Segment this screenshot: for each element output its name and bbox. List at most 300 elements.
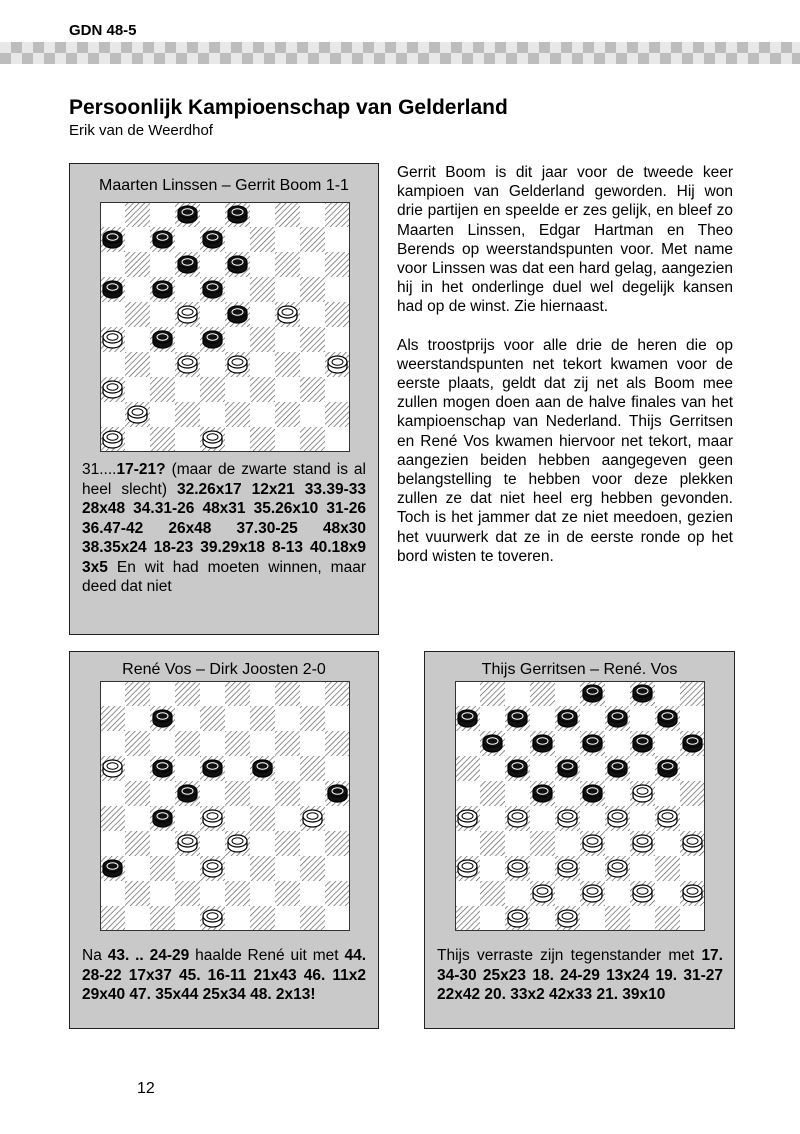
- black-piece: [583, 785, 602, 802]
- light-square: [300, 781, 325, 806]
- black-piece: [558, 710, 577, 727]
- light-square: [125, 856, 150, 881]
- black-piece: [103, 860, 122, 877]
- dark-square: [325, 881, 350, 906]
- light-square: [250, 831, 275, 856]
- move-text: (maar de zwarte stand is al heel slecht): [82, 461, 366, 498]
- light-square: [100, 681, 125, 706]
- dark-square: [175, 881, 200, 906]
- light-square: [480, 756, 505, 781]
- draughts-board: [100, 681, 350, 931]
- light-square: [125, 377, 150, 402]
- light-square: [250, 781, 275, 806]
- light-square: [555, 731, 580, 756]
- light-square: [175, 806, 200, 831]
- light-square: [200, 881, 225, 906]
- dark-square: [250, 427, 275, 452]
- dark-square: [125, 881, 150, 906]
- dark-square: [325, 731, 350, 756]
- dark-square: [150, 377, 175, 402]
- issue-label: GDN 48-5: [69, 22, 137, 39]
- light-square: [680, 906, 705, 931]
- light-square: [125, 277, 150, 302]
- light-square: [225, 906, 250, 931]
- black-piece: [178, 785, 197, 802]
- dark-square: [125, 731, 150, 756]
- light-square: [605, 831, 630, 856]
- light-square: [655, 681, 680, 706]
- light-square: [225, 227, 250, 252]
- light-square: [175, 327, 200, 352]
- dark-square: [250, 227, 275, 252]
- dark-square: [530, 681, 555, 706]
- light-square: [580, 756, 605, 781]
- light-square: [480, 906, 505, 931]
- black-piece: [153, 281, 172, 298]
- dark-square: [455, 906, 480, 931]
- game-notes: [82, 946, 366, 1005]
- dark-square: [680, 681, 705, 706]
- light-square: [530, 756, 555, 781]
- light-square: [630, 756, 655, 781]
- game-title: René Vos – Dirk Joosten 2-0: [122, 661, 326, 678]
- dark-square: [200, 377, 225, 402]
- white-piece: [633, 885, 652, 902]
- light-square: [250, 202, 275, 227]
- dark-square: [250, 906, 275, 931]
- dark-square: [300, 327, 325, 352]
- white-piece: [458, 810, 477, 827]
- dark-square: [125, 252, 150, 277]
- light-square: [275, 427, 300, 452]
- dark-square: [275, 831, 300, 856]
- light-square: [455, 831, 480, 856]
- light-square: [505, 831, 530, 856]
- light-square: [100, 831, 125, 856]
- light-square: [455, 681, 480, 706]
- dark-square: [300, 906, 325, 931]
- light-square: [505, 881, 530, 906]
- move-text: Na: [82, 947, 108, 964]
- light-square: [250, 352, 275, 377]
- light-square: [680, 856, 705, 881]
- light-square: [250, 252, 275, 277]
- light-square: [225, 706, 250, 731]
- light-square: [325, 277, 350, 302]
- dark-square: [125, 781, 150, 806]
- light-square: [250, 402, 275, 427]
- light-square: [325, 377, 350, 402]
- light-square: [150, 831, 175, 856]
- dark-square: [480, 831, 505, 856]
- light-square: [325, 706, 350, 731]
- white-piece: [558, 810, 577, 827]
- dark-square: [300, 227, 325, 252]
- light-square: [125, 906, 150, 931]
- light-square: [275, 806, 300, 831]
- article-title: Persoonlijk Kampioenschap van Gelderland: [69, 96, 508, 119]
- light-square: [325, 906, 350, 931]
- black-piece: [153, 231, 172, 248]
- light-square: [580, 806, 605, 831]
- draughts-board: [100, 202, 350, 452]
- light-square: [150, 252, 175, 277]
- dark-square: [275, 731, 300, 756]
- light-square: [605, 781, 630, 806]
- game-panel-3: [424, 651, 735, 1029]
- dark-square: [655, 856, 680, 881]
- dark-square: [150, 427, 175, 452]
- game-title: Thijs Gerritsen – René. Vos: [481, 661, 678, 678]
- light-square: [200, 781, 225, 806]
- black-piece: [178, 206, 197, 223]
- black-piece: [633, 735, 652, 752]
- white-piece: [103, 381, 122, 398]
- light-square: [300, 681, 325, 706]
- black-piece: [458, 710, 477, 727]
- light-square: [175, 277, 200, 302]
- light-square: [325, 806, 350, 831]
- game-notes: [82, 460, 366, 597]
- dark-square: [480, 881, 505, 906]
- light-square: [655, 881, 680, 906]
- light-square: [555, 781, 580, 806]
- light-square: [605, 731, 630, 756]
- light-square: [100, 731, 125, 756]
- black-piece: [608, 710, 627, 727]
- light-square: [605, 681, 630, 706]
- dark-square: [530, 831, 555, 856]
- light-square: [680, 706, 705, 731]
- light-square: [580, 706, 605, 731]
- white-piece: [103, 431, 122, 448]
- dark-square: [150, 906, 175, 931]
- move-text: 31....: [82, 461, 117, 478]
- black-piece: [103, 281, 122, 298]
- dark-square: [300, 277, 325, 302]
- black-piece: [228, 306, 247, 323]
- light-square: [480, 806, 505, 831]
- move-text: 44. 28-22 17x37 45. 16-11 21x43 46. 11x2 29x40 47. 35x44 25x34 48. 2x13!: [82, 947, 367, 1003]
- light-square: [530, 706, 555, 731]
- light-square: [200, 402, 225, 427]
- dark-square: [100, 806, 125, 831]
- light-square: [555, 831, 580, 856]
- dark-square: [250, 327, 275, 352]
- article-author: Erik van de Weerdhof: [69, 122, 213, 139]
- light-square: [100, 352, 125, 377]
- dark-square: [455, 756, 480, 781]
- light-square: [325, 856, 350, 881]
- dark-square: [655, 906, 680, 931]
- white-piece: [633, 785, 652, 802]
- dark-square: [275, 202, 300, 227]
- light-square: [275, 377, 300, 402]
- dark-square: [275, 252, 300, 277]
- black-piece: [203, 231, 222, 248]
- black-piece: [153, 810, 172, 827]
- dark-square: [100, 906, 125, 931]
- dark-square: [150, 856, 175, 881]
- game-notes: [437, 946, 723, 1005]
- light-square: [125, 227, 150, 252]
- light-square: [580, 906, 605, 931]
- light-square: [530, 906, 555, 931]
- light-square: [150, 681, 175, 706]
- dark-square: [300, 377, 325, 402]
- light-square: [200, 252, 225, 277]
- light-square: [680, 806, 705, 831]
- dark-square: [125, 302, 150, 327]
- move-text: 17. 34-30 25x23 18. 24-29 13x24 19. 31-27 22x42 20. 33x2 42x33 21. 39x10: [437, 947, 723, 1003]
- game-panel-1: [69, 163, 379, 635]
- black-piece: [633, 685, 652, 702]
- light-square: [275, 277, 300, 302]
- dark-square: [325, 202, 350, 227]
- dark-square: [125, 352, 150, 377]
- white-piece: [508, 860, 527, 877]
- move-text: En wit had moeten winnen, maar deed dat niet: [82, 558, 366, 595]
- dark-square: [300, 756, 325, 781]
- light-square: [200, 202, 225, 227]
- light-square: [300, 831, 325, 856]
- dark-square: [275, 781, 300, 806]
- light-square: [555, 881, 580, 906]
- white-piece: [583, 835, 602, 852]
- white-piece: [683, 835, 702, 852]
- light-square: [455, 781, 480, 806]
- light-square: [175, 427, 200, 452]
- black-piece: [153, 710, 172, 727]
- black-piece: [583, 685, 602, 702]
- light-square: [505, 681, 530, 706]
- light-square: [455, 881, 480, 906]
- draughts-board: [455, 681, 705, 931]
- light-square: [680, 756, 705, 781]
- white-piece: [228, 356, 247, 373]
- dark-square: [125, 202, 150, 227]
- dark-square: [275, 881, 300, 906]
- light-square: [225, 856, 250, 881]
- light-square: [530, 856, 555, 881]
- light-square: [300, 402, 325, 427]
- light-square: [250, 881, 275, 906]
- dark-square: [225, 731, 250, 756]
- black-piece: [153, 331, 172, 348]
- light-square: [150, 202, 175, 227]
- black-piece: [533, 785, 552, 802]
- move-text: 32.26x17 12x21 33.39-33 28x48 34.31-26 48x31 35.26x10 31-26 36.47-42 26x48 37.30-25 48x30 38.35x24 18-23 39.29x18 8-13 40.18x9 3x5: [82, 480, 366, 576]
- light-square: [455, 731, 480, 756]
- light-square: [480, 856, 505, 881]
- light-square: [150, 881, 175, 906]
- dark-square: [325, 831, 350, 856]
- white-piece: [203, 810, 222, 827]
- light-square: [225, 277, 250, 302]
- light-square: [275, 856, 300, 881]
- white-piece: [103, 331, 122, 348]
- dark-square: [250, 856, 275, 881]
- white-piece: [228, 835, 247, 852]
- white-piece: [683, 885, 702, 902]
- move-text: haalde René uit met: [189, 947, 345, 964]
- light-square: [175, 756, 200, 781]
- light-square: [300, 881, 325, 906]
- dark-square: [325, 402, 350, 427]
- light-square: [125, 327, 150, 352]
- dark-square: [300, 856, 325, 881]
- white-piece: [608, 860, 627, 877]
- light-square: [225, 806, 250, 831]
- black-piece: [203, 281, 222, 298]
- light-square: [275, 327, 300, 352]
- light-square: [225, 327, 250, 352]
- light-square: [175, 706, 200, 731]
- move-text: 43. .. 24-29: [107, 947, 190, 964]
- dark-square: [680, 781, 705, 806]
- checker-strip: [0, 42, 800, 64]
- white-piece: [558, 860, 577, 877]
- black-piece: [178, 256, 197, 273]
- light-square: [250, 681, 275, 706]
- light-square: [150, 731, 175, 756]
- game-title: Maarten Linssen – Gerrit Boom 1-1: [99, 177, 349, 194]
- light-square: [505, 731, 530, 756]
- black-piece: [203, 331, 222, 348]
- light-square: [480, 706, 505, 731]
- light-square: [200, 831, 225, 856]
- light-square: [630, 806, 655, 831]
- black-piece: [683, 735, 702, 752]
- article-paragraph: Gerrit Boom is dit jaar voor de tweede keer kampioen van Gelderland geworden. Hij won drie partijen en speelde er zes gelijk, en bleef zo Maarten Linssen, Edgar Hartman en Theo Berends op weerstandspunten voor. Met name voor Linssen was dat een hard gelag, aangezien hij in het onderlinge duel wel degelijk kansen had op de winst. Zie hiernaast.: [397, 164, 733, 316]
- light-square: [150, 402, 175, 427]
- light-square: [200, 302, 225, 327]
- light-square: [555, 681, 580, 706]
- white-piece: [178, 356, 197, 373]
- black-piece: [483, 735, 502, 752]
- light-square: [100, 252, 125, 277]
- light-square: [125, 706, 150, 731]
- light-square: [100, 781, 125, 806]
- light-square: [200, 352, 225, 377]
- light-square: [300, 731, 325, 756]
- dark-square: [200, 706, 225, 731]
- light-square: [580, 856, 605, 881]
- light-square: [630, 856, 655, 881]
- white-piece: [328, 356, 347, 373]
- white-piece: [278, 306, 297, 323]
- white-piece: [203, 860, 222, 877]
- black-piece: [228, 256, 247, 273]
- light-square: [275, 756, 300, 781]
- dark-square: [225, 881, 250, 906]
- light-square: [325, 427, 350, 452]
- light-square: [125, 427, 150, 452]
- black-piece: [508, 710, 527, 727]
- dark-square: [300, 427, 325, 452]
- dark-square: [300, 706, 325, 731]
- dark-square: [275, 681, 300, 706]
- light-square: [200, 681, 225, 706]
- light-square: [200, 731, 225, 756]
- light-square: [505, 781, 530, 806]
- black-piece: [508, 760, 527, 777]
- light-square: [150, 352, 175, 377]
- light-square: [275, 906, 300, 931]
- light-square: [325, 327, 350, 352]
- light-square: [100, 881, 125, 906]
- dark-square: [225, 781, 250, 806]
- dark-square: [250, 377, 275, 402]
- light-square: [250, 731, 275, 756]
- dark-square: [275, 352, 300, 377]
- dark-square: [225, 402, 250, 427]
- light-square: [100, 402, 125, 427]
- dark-square: [125, 681, 150, 706]
- white-piece: [303, 810, 322, 827]
- white-piece: [583, 885, 602, 902]
- dark-square: [125, 831, 150, 856]
- dark-square: [250, 706, 275, 731]
- dark-square: [325, 252, 350, 277]
- light-square: [530, 806, 555, 831]
- dark-square: [480, 781, 505, 806]
- white-piece: [458, 860, 477, 877]
- light-square: [300, 202, 325, 227]
- black-piece: [203, 760, 222, 777]
- dark-square: [250, 806, 275, 831]
- black-piece: [583, 735, 602, 752]
- dark-square: [275, 402, 300, 427]
- light-square: [630, 706, 655, 731]
- light-square: [325, 227, 350, 252]
- white-piece: [178, 835, 197, 852]
- light-square: [275, 706, 300, 731]
- white-piece: [533, 885, 552, 902]
- white-piece: [633, 835, 652, 852]
- black-piece: [153, 760, 172, 777]
- black-piece: [608, 760, 627, 777]
- black-piece: [558, 760, 577, 777]
- white-piece: [203, 431, 222, 448]
- white-piece: [128, 406, 147, 423]
- white-piece: [178, 306, 197, 323]
- dark-square: [250, 277, 275, 302]
- game-panel-2: [69, 651, 379, 1029]
- light-square: [225, 427, 250, 452]
- dark-square: [325, 302, 350, 327]
- white-piece: [658, 810, 677, 827]
- light-square: [605, 881, 630, 906]
- light-square: [125, 756, 150, 781]
- light-square: [150, 302, 175, 327]
- light-square: [100, 202, 125, 227]
- light-square: [175, 377, 200, 402]
- move-text: Thijs verraste zijn tegenstander met: [437, 947, 702, 964]
- dark-square: [325, 681, 350, 706]
- light-square: [300, 252, 325, 277]
- white-piece: [508, 910, 527, 927]
- white-piece: [558, 910, 577, 927]
- light-square: [300, 352, 325, 377]
- page-number: 12: [137, 1080, 155, 1097]
- white-piece: [608, 810, 627, 827]
- light-square: [250, 302, 275, 327]
- dark-square: [480, 681, 505, 706]
- light-square: [275, 227, 300, 252]
- move-text: 17-21?: [116, 461, 166, 478]
- light-square: [655, 731, 680, 756]
